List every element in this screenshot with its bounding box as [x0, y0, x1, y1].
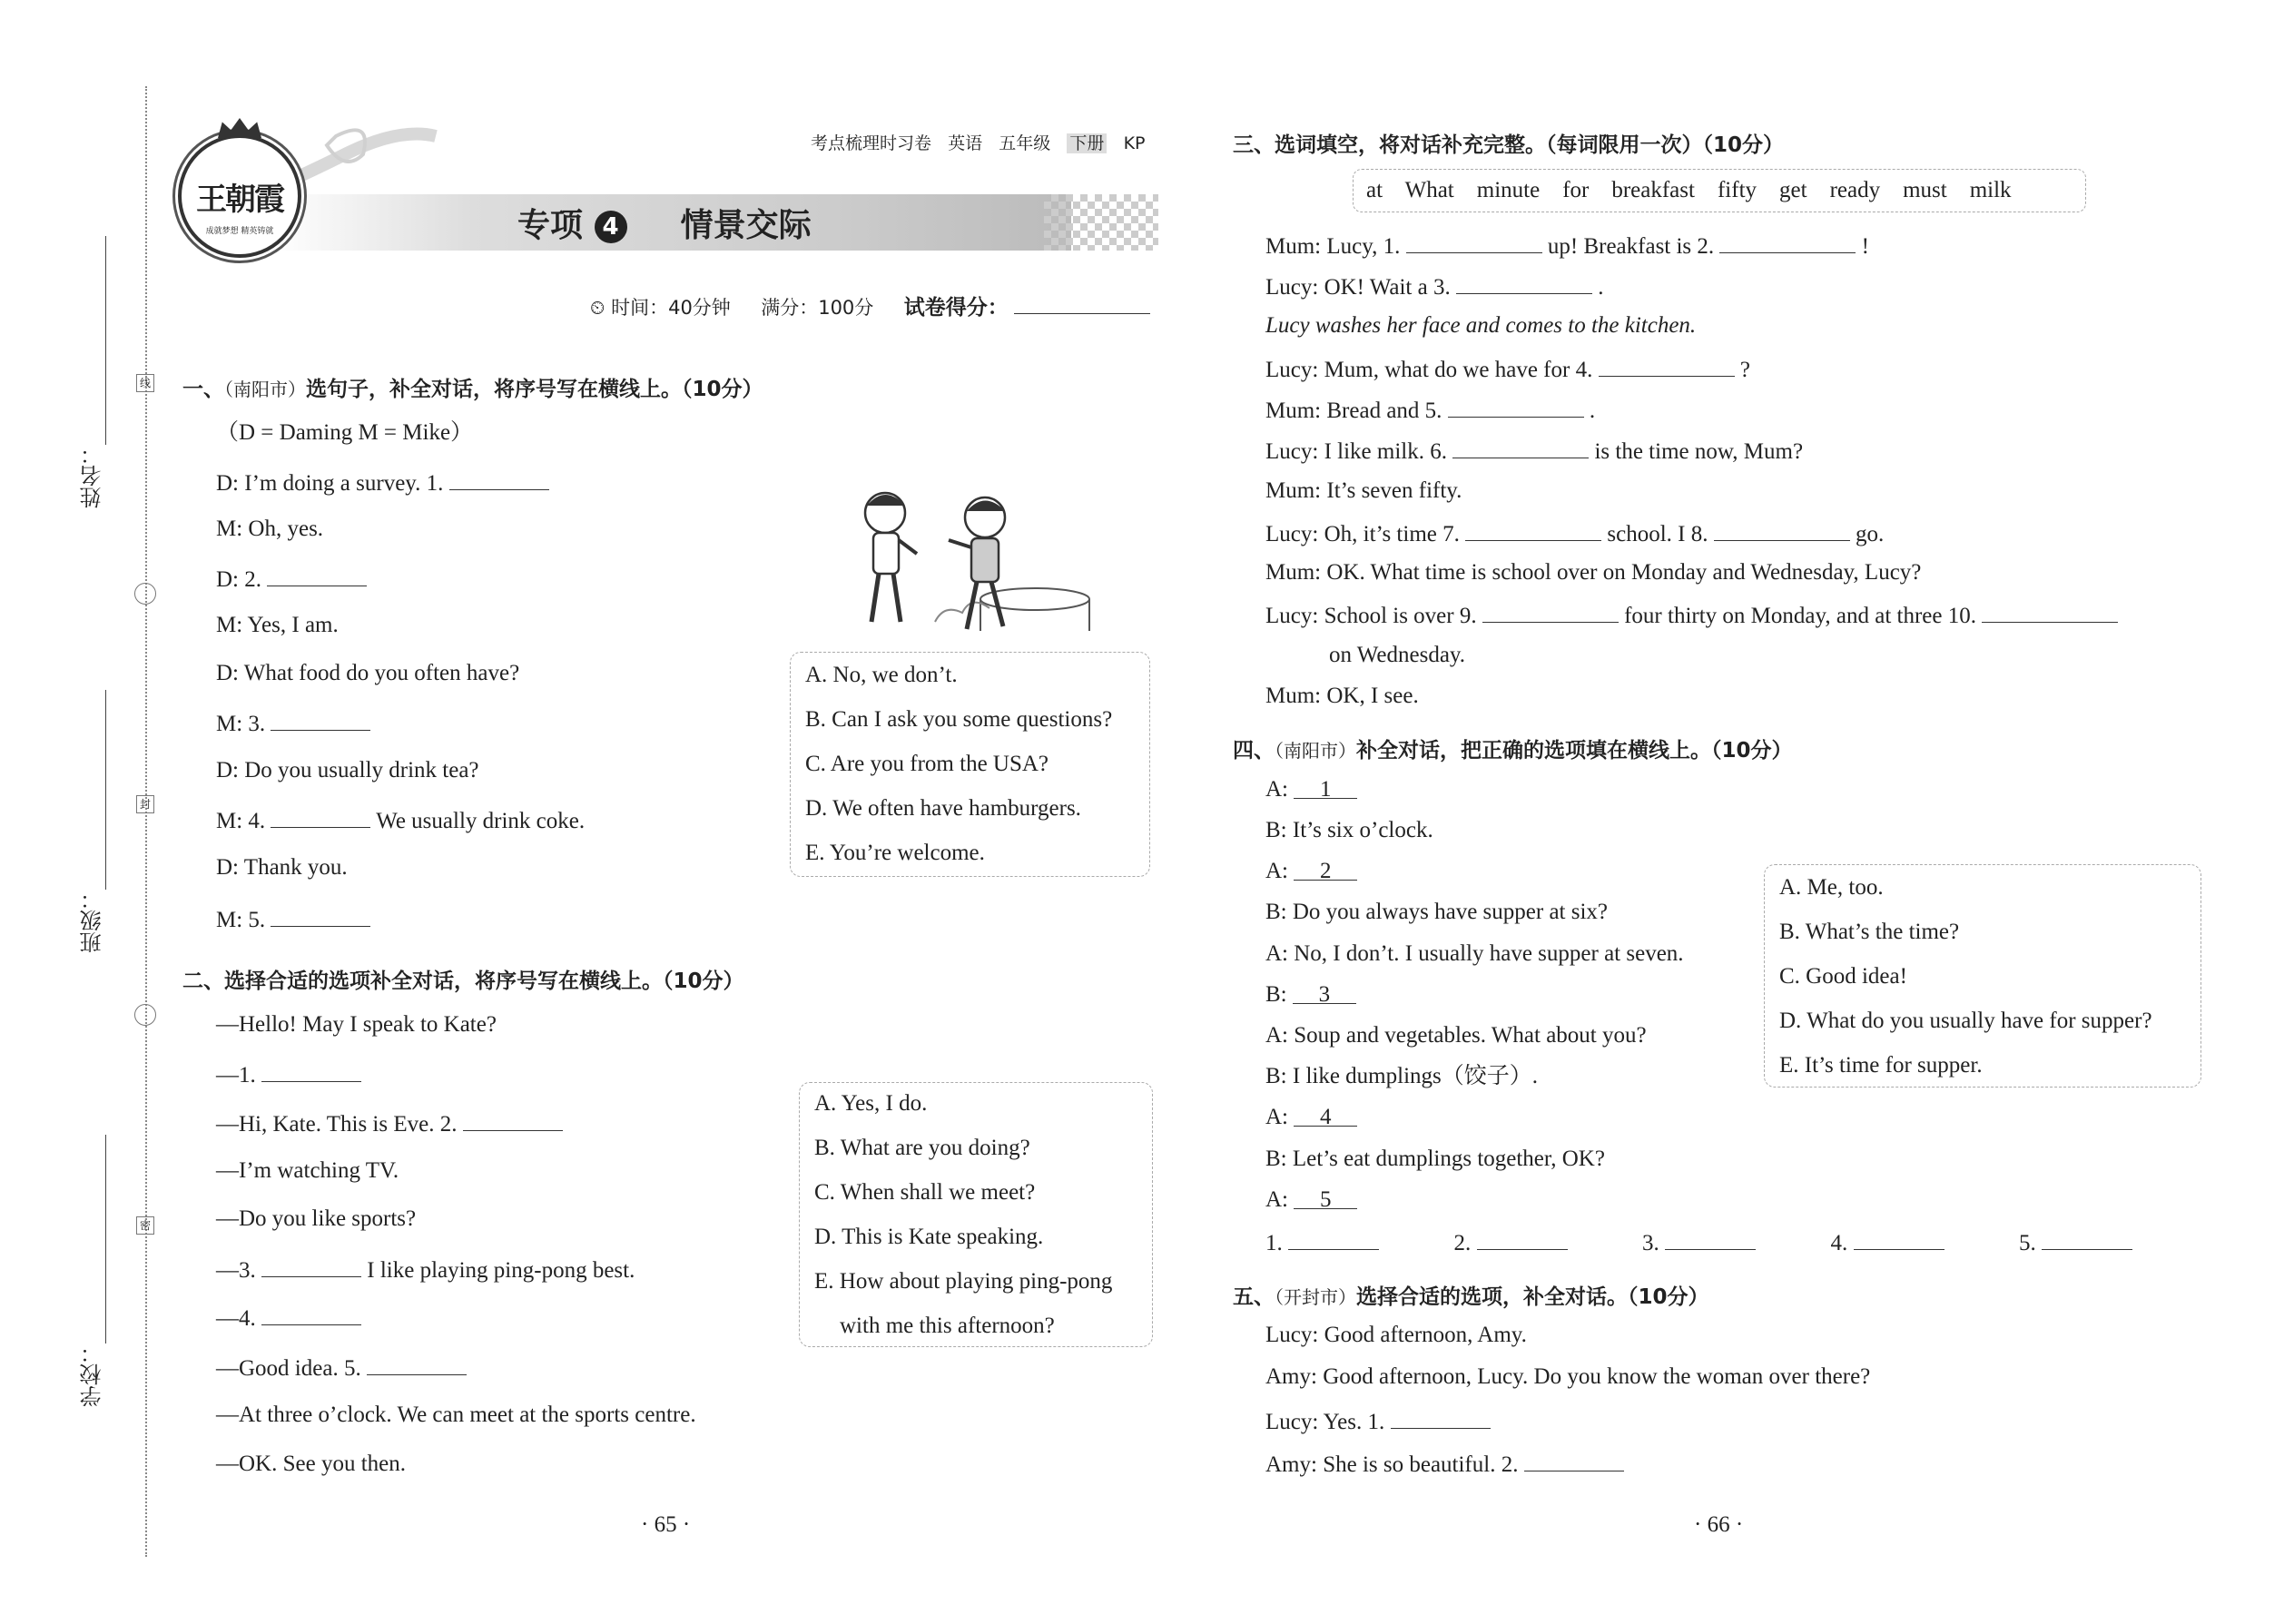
dialog-line: Lucy: I like milk. 6. is the time now, Mum?: [1265, 436, 1803, 466]
answer-blank[interactable]: [1477, 1227, 1568, 1250]
section-5-title: 五、（开封市）选择合适的选项，补全对话。（10分）: [1233, 1285, 1709, 1309]
answer-blank[interactable]: [449, 468, 549, 490]
two-boys-illustration: [853, 486, 1098, 645]
dialog-line: A: No, I don’t. I usually have supper at seven.: [1265, 941, 1684, 966]
answer-blank[interactable]: [261, 1255, 361, 1277]
answer-blank[interactable]: [271, 708, 370, 731]
word-bank: [1353, 169, 2086, 212]
hole-circle-2: [134, 1004, 156, 1026]
school-label: 学校：: [80, 1342, 105, 1407]
hole-circle-1: [134, 583, 156, 605]
brand-logo: [178, 134, 301, 258]
dialog-line: Amy: She is so beautiful. 2.: [1265, 1449, 1624, 1479]
page-title: [517, 200, 812, 246]
exam-meta: [590, 290, 1150, 320]
title-number-badge: 4: [595, 211, 627, 243]
option-c: C. Are you from the USA?: [805, 752, 1049, 776]
dialog-line: —Good idea. 5.: [216, 1353, 467, 1383]
dialog-line: Mum: It’s seven fifty.: [1265, 478, 1462, 503]
dialog-line: Mum: OK. What time is school over on Monday and Wednesday, Lucy?: [1265, 560, 1922, 585]
dialog-line: B: Do you always have supper at six?: [1265, 900, 1609, 924]
dialog-line: A: 1: [1265, 776, 1357, 803]
section-2-title: 二、选择合适的选项补全对话，将序号写在横线上。（10分）: [182, 969, 744, 993]
dialog-line: —OK. See you then.: [216, 1452, 406, 1476]
option-c: C. Good idea!: [1779, 964, 1907, 989]
option-c: C. When shall we meet?: [814, 1180, 1036, 1205]
answer-blank[interactable]: [1714, 518, 1850, 541]
dialog-line: D: Do you usually drink tea?: [216, 758, 479, 782]
word: ready: [1829, 178, 1881, 202]
dialog-line: M: 3.: [216, 708, 370, 738]
dialog-line: Lucy: Yes. 1.: [1265, 1406, 1491, 1436]
page-number-left: · 65 ·: [641, 1512, 691, 1537]
dialog-line: Lucy: Oh, it’s time 7. school. I 8. go.: [1265, 518, 1884, 548]
subject: 英语: [948, 133, 983, 153]
answer-blank[interactable]: [271, 805, 370, 828]
answer-blank[interactable]: 4: [1294, 1104, 1357, 1127]
dialog-line: B: It’s six o’clock.: [1265, 818, 1433, 842]
school-underline: [105, 1135, 106, 1343]
dialog-line: M: Oh, yes.: [216, 517, 324, 541]
word: What: [1404, 178, 1454, 202]
answer-blank[interactable]: [267, 564, 367, 586]
section-2-options-box: [799, 1082, 1153, 1347]
class-label: 班级：: [80, 888, 105, 953]
option-e: E. How about playing ping-pong: [814, 1269, 1113, 1294]
option-d: D. This is Kate speaking.: [814, 1225, 1044, 1249]
name-label: 姓名：: [80, 443, 105, 508]
dialog-line: M: 5.: [216, 904, 370, 934]
dialog-line: D: 2.: [216, 564, 367, 594]
answer-blank[interactable]: [261, 1303, 361, 1325]
edition: KP: [1123, 133, 1146, 153]
answer-blank[interactable]: [1482, 600, 1619, 623]
dialog-line: Lucy: OK! Wait a 3. .: [1265, 271, 1603, 301]
answer-blank[interactable]: [1982, 600, 2118, 623]
answer-blank[interactable]: [1599, 354, 1735, 377]
answer-blank[interactable]: [1719, 231, 1856, 253]
option-b: B. What’s the time?: [1779, 920, 1960, 944]
dialog-line: A: Soup and vegetables. What about you?: [1265, 1023, 1647, 1048]
logo-motto: 成就梦想 精英铸就: [205, 227, 274, 236]
answer-blank[interactable]: [463, 1108, 563, 1131]
dialog-line: Mum: OK, I see.: [1265, 684, 1419, 708]
dialog-line: —Hi, Kate. This is Eve. 2.: [216, 1108, 563, 1138]
answer-blank[interactable]: [1854, 1227, 1944, 1250]
answer-blank[interactable]: [2042, 1227, 2132, 1250]
mark-mi: 密: [136, 1216, 154, 1235]
full-score: 满分：100分: [761, 297, 874, 319]
answer-blank[interactable]: 5: [1294, 1186, 1357, 1209]
word: get: [1779, 178, 1807, 202]
answer-blank[interactable]: 1: [1294, 776, 1357, 799]
score-label: 试卷得分：: [903, 296, 1009, 320]
grade: 五年级: [999, 133, 1051, 153]
dialog-line: Amy: Good afternoon, Lucy. Do you know the woman over there?: [1265, 1364, 1871, 1389]
dialog-line: A: 2: [1265, 858, 1357, 885]
word: must: [1903, 178, 1947, 202]
stage-direction: Lucy washes her face and comes to the kitchen.: [1265, 313, 1697, 338]
section-4-options-box: [1764, 864, 2201, 1088]
answer-blank[interactable]: [1465, 518, 1601, 541]
checker-pattern: [1044, 194, 1158, 251]
section-1-title: 一、（南阳市）选句子，补全对话，将序号写在横线上。（10分）: [182, 378, 763, 401]
answer-blank[interactable]: [1665, 1227, 1756, 1250]
dialog-line: —At three o’clock. We can meet at the sports centre.: [216, 1403, 696, 1427]
dialog-line: D: Thank you.: [216, 855, 348, 880]
dialog-line: —4.: [216, 1303, 361, 1333]
mark-feng: 封: [136, 795, 154, 813]
dialog-line: Mum: Bread and 5. .: [1265, 395, 1595, 425]
option-a: A. No, we don’t.: [805, 663, 958, 687]
title-main: 情景交际: [680, 207, 812, 244]
section-3-title: 三、选词填空，将对话补充完整。（每词限用一次）（10分）: [1233, 133, 1785, 157]
answer-blank[interactable]: [271, 904, 370, 927]
word: breakfast: [1611, 178, 1695, 202]
dialog-line: —Do you like sports?: [216, 1206, 417, 1231]
word-bank-words: [1366, 177, 2012, 204]
dialog-line: on Wednesday.: [1329, 643, 1466, 667]
mark-xian: 线: [136, 374, 154, 392]
page-number-right: · 66 ·: [1694, 1512, 1744, 1537]
dialog-line: —1.: [216, 1059, 361, 1089]
dialog-line: —I’m watching TV.: [216, 1158, 399, 1183]
answer-blank[interactable]: [367, 1353, 467, 1375]
dialog-line: Lucy: Good afternoon, Amy.: [1265, 1323, 1527, 1347]
term-badge: 下册: [1067, 133, 1107, 153]
answer-blank[interactable]: [1391, 1406, 1491, 1429]
answer-blank[interactable]: 3: [1293, 981, 1356, 1004]
logo-text: 王朝霞: [196, 182, 283, 218]
name-underline: [105, 236, 106, 445]
option-b: B. What are you doing?: [814, 1136, 1030, 1160]
option-a: A. Yes, I do.: [814, 1091, 928, 1116]
answer-blank[interactable]: [1288, 1227, 1379, 1250]
time-limit: 时间：40分钟: [611, 297, 731, 319]
option-e: E. You’re welcome.: [805, 841, 985, 865]
answer-blank[interactable]: [261, 1059, 361, 1082]
word: fifty: [1717, 178, 1757, 202]
dialog-line: B: Let’s eat dumplings together, OK?: [1265, 1147, 1605, 1171]
score-blank[interactable]: [1014, 291, 1150, 314]
series-info: [811, 130, 1145, 154]
dotted-cut-line: [145, 86, 147, 1557]
word: minute: [1476, 178, 1541, 202]
answer-blank[interactable]: [1456, 271, 1592, 294]
section-1-options-box: [790, 652, 1150, 877]
answer-blank[interactable]: [1406, 231, 1542, 253]
word: at: [1366, 178, 1383, 202]
speaker-legend: （D = Daming M = Mike）: [216, 420, 474, 445]
answer-blank[interactable]: [1448, 395, 1584, 418]
dialog-line: A: 4: [1265, 1104, 1357, 1131]
dialog-line: Lucy: School is over 9. four thirty on Monday, and at three 10.: [1265, 600, 2118, 630]
series-name: 考点梳理时习卷: [811, 133, 932, 153]
answer-blank[interactable]: [1452, 436, 1589, 458]
word: milk: [1969, 178, 2012, 202]
dialog-line: —3. I like playing ping-pong best.: [216, 1255, 635, 1284]
dialog-line: Mum: Lucy, 1. up! Breakfast is 2. !: [1265, 231, 1869, 261]
clock-icon: ⏲: [590, 297, 605, 319]
option-e-cont: with me this afternoon?: [840, 1314, 1055, 1338]
dialog-line: D: I’m doing a survey. 1.: [216, 468, 549, 497]
dialog-line: A: 5: [1265, 1186, 1357, 1214]
dialog-line: B: I like dumplings（饺子）.: [1265, 1064, 1539, 1088]
option-e: E. It’s time for supper.: [1779, 1053, 1983, 1078]
dialog-line: D: What food do you often have?: [216, 661, 520, 685]
dialog-line: M: Yes, I am.: [216, 613, 339, 637]
dialog-line: Lucy: Mum, what do we have for 4. ?: [1265, 354, 1750, 384]
dialog-line: M: 4. We usually drink coke.: [216, 805, 585, 835]
dialog-line: B: 3: [1265, 981, 1356, 1009]
word: for: [1562, 178, 1590, 202]
answer-blank[interactable]: 2: [1294, 858, 1357, 881]
option-a: A. Me, too.: [1779, 875, 1884, 900]
option-d: D. We often have hamburgers.: [805, 796, 1081, 821]
answer-blank[interactable]: [1524, 1449, 1624, 1471]
title-prefix: 专项: [517, 207, 584, 244]
section-4-title: 四、（南阳市）补全对话，把正确的选项填在横线上。（10分）: [1233, 739, 1793, 763]
class-underline: [105, 690, 106, 890]
option-d: D. What do you usually have for supper?: [1779, 1009, 2152, 1033]
dialog-line: —Hello! May I speak to Kate?: [216, 1012, 497, 1037]
answer-row: 1. 2. 3. 4. 5.: [1265, 1227, 2132, 1257]
option-b: B. Can I ask you some questions?: [805, 707, 1113, 732]
